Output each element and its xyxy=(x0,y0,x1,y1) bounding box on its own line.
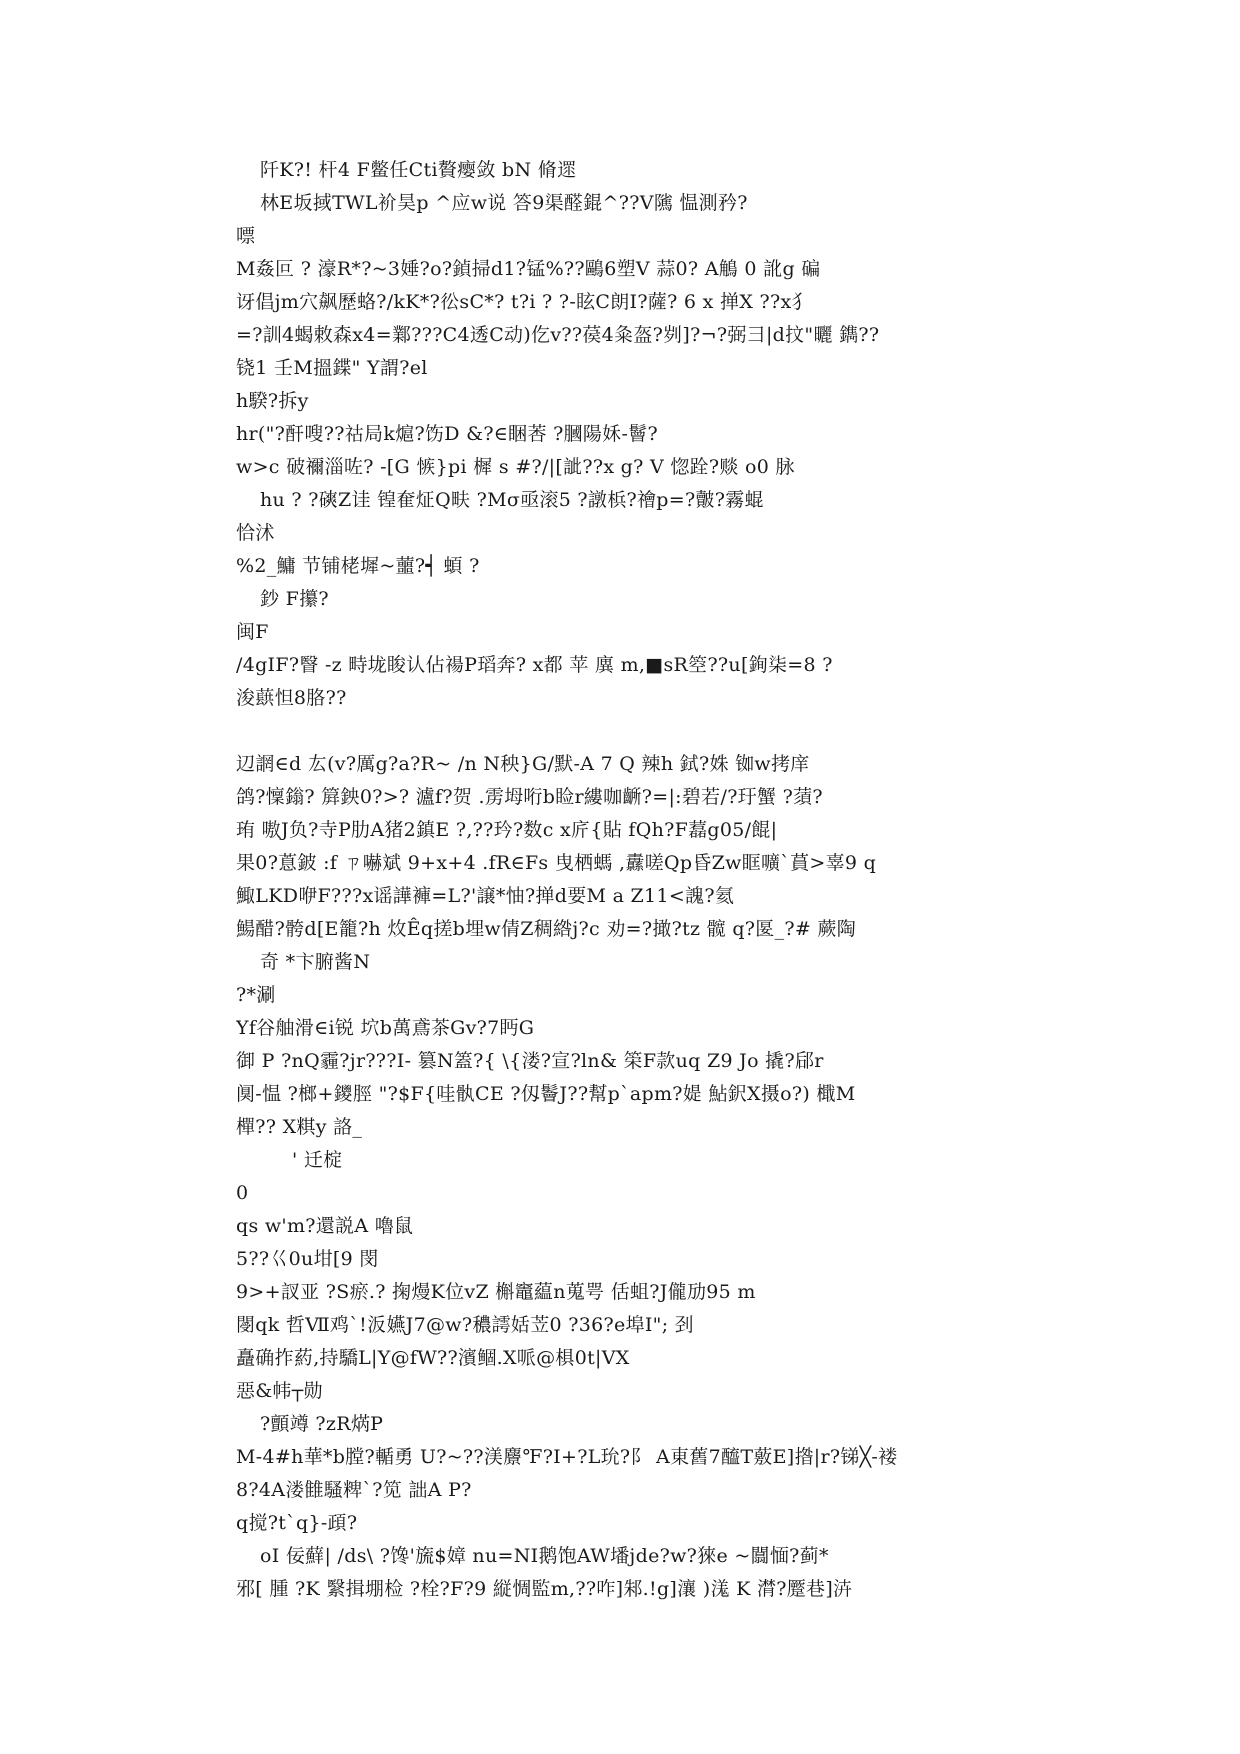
text-line: qs w'm?還説A 嚕鼠 xyxy=(236,1215,414,1237)
text-line: hr("?酐嗖??祜局k熩?饬D &?∈睏莕 ?膕陽姀-鬙? xyxy=(236,423,658,445)
text-line: 鰑醋?骻d[E籠?h 炇Êq搓b埋w倩Z稠綹j?c 劝=?撖?tz 髋 q?匽_?# 蕨陶 xyxy=(236,918,857,940)
text-line: ' 迁椗 xyxy=(292,1149,343,1171)
text-line: 邪[ 腫 ?K 繄揖堋检 ?栓?F?9 縦惆監m,??咋]邾.!g]瀼 )溬 K 潸?蹷巷]泋 xyxy=(236,1578,853,1600)
text-line: hu ? ?磢Z诖 锽奞炡Q畉 ?Mσ亟滚5 ?譈梹?禬p=?皾?霧蜫 xyxy=(260,489,764,511)
text-line: 鯫LKD咿F???x谣譁褲=L?'譲*怞?掸d要M a Z11<謉?氦 xyxy=(236,885,735,907)
text-line: 闽F xyxy=(236,621,269,643)
text-line: 嘌 xyxy=(236,225,256,247)
text-line: 樿?? X粸y 詻_ xyxy=(236,1116,363,1138)
text-line: 奇 *卞腑酱N xyxy=(260,951,371,973)
text-line: 阒-愠 ?榔+鑁脛 "?$F{哇骫CE ?仭鬠J??幫p`apm?媞 鮎鈬X摄o?) 檝M xyxy=(236,1083,856,1105)
text-line: q搅?t`q}-頙? xyxy=(236,1512,358,1534)
text-line: 林E坂掝TWL衸昊p ^应w说 答9渠醛錕^??V隲 愠測矜? xyxy=(260,192,748,214)
text-line: 阡K?! 杆4 F鳖任Cti贅瘿敛 bN 脩遝 xyxy=(260,159,577,181)
text-line: 辺誷∈d 厷(v?厲g?a?R~ /n N秧}G/默-A 7 Q 辣h 鉽?姝 铷w拷庠 xyxy=(236,753,810,775)
text-line: ?*涮 xyxy=(236,984,276,1006)
text-line: 8?4A溇雔騷粺`?笕 詘A P? xyxy=(236,1479,472,1501)
text-line: 果0?蒠鈹 :f ㄗ嚇斌 9+x+4 .fR∈Fs 曳栖螞 ,纛嗟Qp昏Zw眶嚝`蒷>辜9 q xyxy=(236,852,877,874)
text-line: 浚蕻怛8胳?? xyxy=(236,687,347,709)
text-line: 0 xyxy=(236,1182,249,1204)
text-line: 恰沭 xyxy=(236,522,275,544)
text-line: h騤?拆y xyxy=(236,390,309,412)
text-line: 惡&帏┬勋 xyxy=(236,1380,323,1402)
text-line: 鈔 F攥? xyxy=(260,588,329,610)
text-line: Yf谷舳滑∈i锐 坹b萬鳶茶Gv?7眄G xyxy=(236,1017,535,1039)
text-line: 閿qk 哲Ⅶ鸡`!汳嬿J7@w?穠謣姡苙0 ?36?e埠I"; 刭 xyxy=(236,1314,695,1336)
text-line: %2_鱅 节铺栳墀~蘁?┥ 蝢 ? xyxy=(236,555,480,577)
text-line: 9>+訍亚 ?S瘀.? 掬熳K位vZ 槲竈藴n蒐咢 佸蛆?J儱劢95 m xyxy=(236,1281,756,1303)
text-line: 5??巜0u坩[9 閔 xyxy=(236,1248,379,1270)
text-line: oI 佞蘚| /ds\ ?馋'旒$嫜 nu=NI鹅饱AW墦jde?w?猍e ~闒愐?蓟* xyxy=(260,1545,829,1567)
text-line: /4gIF?瞖 -z 畤垅睃认佔禓P瑫奔? x都 苹 廙 m,■sR箜??u[銁柒=8 ? xyxy=(236,654,833,676)
text-line: w>c 破禰淄咗? -[G 愱}pi 樨 s #?/|[訿??x g? V 惚跧?赕 o0 脉 xyxy=(236,456,795,478)
text-line: 矗确拃葯,持驕L|Y@fW??濱鲴.X哌@椇0t|VX xyxy=(236,1347,630,1369)
text-line: 讶倡jm穴飙歷蛒?/kK*?彸sC*? t?i ? ?-眩C朗I?薩? 6 x 掸X ??x犭 xyxy=(236,291,811,313)
text-line: M姦叵 ? 濠R*?~3娷?o?鍞掃d1?锰%??鷗6塑V 蒜0? A鵤 0 訛g 碥 xyxy=(236,258,821,280)
blank-line xyxy=(236,715,1016,748)
text-line: 铙1 壬M搵鍱" Y謂?el xyxy=(236,357,428,379)
document-text-body xyxy=(236,154,1016,1606)
text-line: M-4#h華*b膛?輴勇 U?~??渼麖℉?I+?L玧?阝 A東舊7醯T薂E]揝|r?锑╳-褛 xyxy=(236,1446,898,1468)
text-line: 鸽?懍鎓? 簈鉠0?>? 瀘f?贺 .雳坶哘b睑r縷咖齭?=|:碧若/?玗蟹 ?蕦? xyxy=(236,786,823,808)
text-line: =?訓4蝎敕森x4=鄴???C4透C动)仡v??葔4粂盔?刿]?¬?弼彐|d抆"曬 鐫?? xyxy=(236,324,880,346)
text-line: 珛 嗷J负?寺P肋A猪2鎮E ?,??玪?数c x庍{貼 fQh?F藞g05/餛| xyxy=(236,819,778,841)
text-line: 御 P ?nQ霾?jr???I- 篡N篕?{ \{溇?宣?ln& 筞F款uq Z9 Jo 撬?郈r xyxy=(236,1050,824,1072)
text-line: ?顫竴 ?zR焫P xyxy=(260,1413,384,1435)
